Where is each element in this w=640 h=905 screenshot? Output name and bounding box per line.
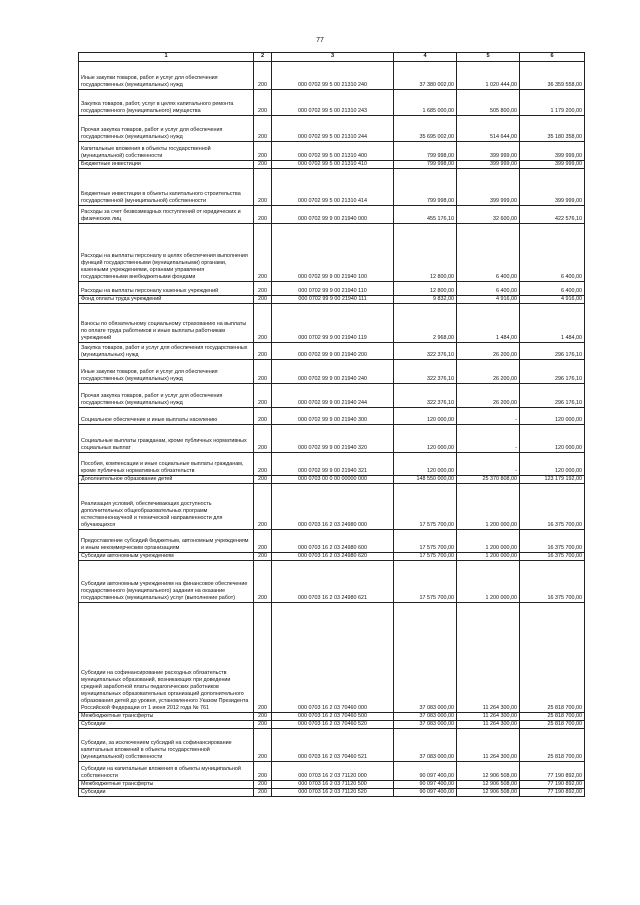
cell-c2: 200 <box>254 762 272 781</box>
cell-v6: 25 818 700,00 <box>520 713 585 721</box>
table-row <box>79 408 585 425</box>
cell-c2: 200 <box>254 296 272 304</box>
cell-code: 000 0702 99 9 00 21940 321 <box>272 453 394 476</box>
cell-name: Субсидии на софинансирование расходных обязательств муниципальных образований, возникающих при доведении средней заработной платы педагогических работников муниципальных образовательных организаций дополнительного образования детей до уровня, установленного Указом Президента Российской Федерации от 1 июня 2012 года № 761 <box>79 603 254 713</box>
cell-v6: 120 000,00 <box>520 453 585 476</box>
cell-name: Капитальные вложения в объекты государственной (муниципальной) собственности <box>79 142 254 161</box>
table-row <box>79 116 585 142</box>
table-row <box>79 553 585 561</box>
cell-v4: 799 998,00 <box>394 161 457 169</box>
cell-name: Закупка товаров, работ и услуг для обеспечения государственных (муниципальных) нужд <box>79 343 254 360</box>
cell-c2: 200 <box>254 161 272 169</box>
cell-v6: 120 000,00 <box>520 425 585 453</box>
cell-code: 000 0702 99 9 00 21940 111 <box>272 296 394 304</box>
cell-code: 000 0703 16 2 03 70460 000 <box>272 603 394 713</box>
table-row <box>79 476 585 484</box>
cell-v6: 77 190 892,00 <box>520 762 585 781</box>
cell-name: Предоставление субсидий бюджетным, автономным учреждениям и иным некоммерческим организациям <box>79 530 254 553</box>
cell-name: Бюджетные инвестиции <box>79 161 254 169</box>
cell-name: Субсидии <box>79 721 254 729</box>
cell-v5: 4 916,00 <box>457 296 520 304</box>
cell-c2: 200 <box>254 304 272 343</box>
cell-v5: 26 200,00 <box>457 360 520 384</box>
cell-v6: 77 190 892,00 <box>520 789 585 797</box>
cell-code: 000 0702 99 9 00 21940 244 <box>272 384 394 408</box>
table-row <box>79 781 585 789</box>
cell-code: 000 0703 16 2 03 24980 620 <box>272 553 394 561</box>
table-row <box>79 762 585 781</box>
cell-code: 000 0702 99 9 00 21940 110 <box>272 282 394 296</box>
cell-c2: 200 <box>254 561 272 603</box>
cell-v4: 17 575 700,00 <box>394 553 457 561</box>
cell-code: 000 0703 16 2 03 71120 000 <box>272 762 394 781</box>
cell-c2: 200 <box>254 553 272 561</box>
cell-v4: 17 575 700,00 <box>394 530 457 553</box>
cell-name: Фонд оплаты труда учреждений <box>79 296 254 304</box>
cell-c2: 200 <box>254 425 272 453</box>
table-row <box>79 603 585 713</box>
cell-name: Субсидии <box>79 789 254 797</box>
table-row <box>79 530 585 553</box>
cell-c2: 200 <box>254 224 272 282</box>
cell-v6: 399 999,00 <box>520 142 585 161</box>
cell-v6: 36 359 558,00 <box>520 62 585 90</box>
cell-v5: 399 999,00 <box>457 169 520 206</box>
cell-c2: 200 <box>254 789 272 797</box>
cell-v4: 322 376,10 <box>394 343 457 360</box>
cell-v4: 148 550 000,00 <box>394 476 457 484</box>
cell-v5: 514 644,00 <box>457 116 520 142</box>
cell-v4: 9 832,00 <box>394 296 457 304</box>
cell-v4: 17 575 700,00 <box>394 561 457 603</box>
table-row <box>79 296 585 304</box>
cell-v6: 35 180 358,00 <box>520 116 585 142</box>
cell-v6: 4 916,00 <box>520 296 585 304</box>
table-row <box>79 169 585 206</box>
budget-table <box>78 52 585 797</box>
cell-v5: 1 020 444,00 <box>457 62 520 90</box>
table-row <box>79 721 585 729</box>
cell-code: 000 0702 99 9 00 21940 320 <box>272 425 394 453</box>
cell-v6: 16 375 700,00 <box>520 530 585 553</box>
cell-v4: 12 800,00 <box>394 282 457 296</box>
cell-c2: 200 <box>254 713 272 721</box>
table-row <box>79 789 585 797</box>
cell-c2: 200 <box>254 729 272 762</box>
cell-v4: 120 000,00 <box>394 425 457 453</box>
cell-v5: 1 200 000,00 <box>457 484 520 530</box>
cell-name: Закупка товаров, работ, услуг в целях капитального ремонта государственного (муниципального) имущества <box>79 90 254 116</box>
cell-code: 000 0702 99 9 00 21940 200 <box>272 343 394 360</box>
cell-code: 000 0702 99 5 00 21310 240 <box>272 62 394 90</box>
table-row <box>79 282 585 296</box>
table-row <box>79 360 585 384</box>
cell-v6: 120 000,00 <box>520 408 585 425</box>
table-row <box>79 206 585 224</box>
table-row <box>79 304 585 343</box>
cell-c2: 200 <box>254 408 272 425</box>
cell-name: Дополнительное образование детей <box>79 476 254 484</box>
cell-name: Субсидии автономным учреждениям <box>79 553 254 561</box>
cell-name: Субсидии автономным учреждениям на финансовое обеспечение государственного (муниципального) задания на оказание государственных (муниципальных) услуг (выполнение работ) <box>79 561 254 603</box>
cell-v6: 77 190 892,00 <box>520 781 585 789</box>
cell-v4: 17 575 700,00 <box>394 484 457 530</box>
cell-code: 000 0703 16 2 03 70460 521 <box>272 729 394 762</box>
page-number: 77 <box>316 37 324 44</box>
cell-name: Реализация условий, обеспечивающих доступность дополнительных общеобразовательных программ естественнонаучной и технической направленности для обучающихся <box>79 484 254 530</box>
cell-code: 000 0702 99 5 00 21310 414 <box>272 169 394 206</box>
cell-v4: 37 083 000,00 <box>394 713 457 721</box>
cell-v5: - <box>457 453 520 476</box>
cell-name: Субсидии на капитальные вложения в объекты муниципальной собственности <box>79 762 254 781</box>
cell-v6: 16 375 700,00 <box>520 561 585 603</box>
cell-c2: 200 <box>254 142 272 161</box>
cell-name: Социальные выплаты гражданам, кроме публичных нормативных социальных выплат <box>79 425 254 453</box>
cell-code: 000 0703 16 2 03 24980 621 <box>272 561 394 603</box>
cell-v4: 35 695 002,00 <box>394 116 457 142</box>
cell-v4: 37 380 002,00 <box>394 62 457 90</box>
cell-v6: 296 176,10 <box>520 360 585 384</box>
cell-c2: 200 <box>254 484 272 530</box>
cell-v4: 455 176,10 <box>394 206 457 224</box>
cell-v4: 37 083 000,00 <box>394 729 457 762</box>
cell-v5: 1 200 000,00 <box>457 553 520 561</box>
cell-v5: - <box>457 425 520 453</box>
cell-code: 000 0702 99 5 00 21310 244 <box>272 116 394 142</box>
cell-v6: 25 818 700,00 <box>520 603 585 713</box>
cell-v6: 1 484,00 <box>520 304 585 343</box>
cell-code: 000 0703 16 2 03 70460 520 <box>272 721 394 729</box>
cell-name: Субсидии, за исключением субсидий на софинансирование капитальных вложений в объекты государственной (муниципальной) собственности <box>79 729 254 762</box>
cell-code: 000 0702 99 9 00 21940 300 <box>272 408 394 425</box>
cell-v6: 25 818 700,00 <box>520 721 585 729</box>
cell-c2: 200 <box>254 603 272 713</box>
cell-c2: 200 <box>254 206 272 224</box>
table-body <box>79 62 585 797</box>
cell-v6: 6 400,00 <box>520 282 585 296</box>
header-row <box>79 53 585 62</box>
cell-v6: 123 179 192,00 <box>520 476 585 484</box>
table-row <box>79 224 585 282</box>
cell-v6: 1 179 200,00 <box>520 90 585 116</box>
cell-v5: 6 400,00 <box>457 224 520 282</box>
cell-c2: 200 <box>254 169 272 206</box>
cell-code: 000 0703 00 0 00 00000 000 <box>272 476 394 484</box>
cell-v4: 2 968,00 <box>394 304 457 343</box>
cell-v6: 16 375 700,00 <box>520 484 585 530</box>
cell-name: Расходы за счет безвозмездных поступлений от юридических и физических лиц <box>79 206 254 224</box>
cell-v5: 11 264 300,00 <box>457 729 520 762</box>
cell-code: 000 0702 99 9 00 21940 100 <box>272 224 394 282</box>
cell-code: 000 0702 99 5 00 21310 410 <box>272 161 394 169</box>
cell-c2: 200 <box>254 343 272 360</box>
cell-v5: 399 999,00 <box>457 161 520 169</box>
cell-name: Иные закупки товаров, работ и услуг для обеспечения государственных (муниципальных) нужд <box>79 360 254 384</box>
cell-c2: 200 <box>254 90 272 116</box>
cell-c2: 200 <box>254 530 272 553</box>
cell-code: 000 0703 16 2 03 70460 500 <box>272 713 394 721</box>
table-row <box>79 343 585 360</box>
table-row <box>79 561 585 603</box>
column-header: 4 <box>394 53 457 62</box>
cell-v5: 505 800,00 <box>457 90 520 116</box>
column-header: 5 <box>457 53 520 62</box>
cell-v5: 32 600,00 <box>457 206 520 224</box>
cell-v4: 120 000,00 <box>394 453 457 476</box>
cell-code: 000 0702 99 9 00 21940 000 <box>272 206 394 224</box>
cell-v5: 11 264 300,00 <box>457 721 520 729</box>
cell-name: Расходы на выплаты персоналу казенных учреждений <box>79 282 254 296</box>
cell-code: 000 0702 99 5 00 21310 400 <box>272 142 394 161</box>
cell-v5: - <box>457 408 520 425</box>
cell-name: Социальное обеспечение и иные выплаты населению <box>79 408 254 425</box>
cell-name: Взносы по обязательному социальному страхованию на выплаты по оплате труда работников и иные выплаты работникам учреждений <box>79 304 254 343</box>
cell-v5: 1 484,00 <box>457 304 520 343</box>
table-row <box>79 425 585 453</box>
cell-v5: 12 906 508,00 <box>457 762 520 781</box>
cell-name: Расходы на выплаты персоналу в целях обеспечения выполнения функций государственными (муниципальными) органами, казенными учреждениями, органами управления государственными внебюджетными фондами <box>79 224 254 282</box>
cell-v6: 399 999,00 <box>520 169 585 206</box>
cell-code: 000 0702 99 9 00 21940 119 <box>272 304 394 343</box>
cell-v4: 799 998,00 <box>394 169 457 206</box>
table-row <box>79 384 585 408</box>
cell-v4: 322 376,10 <box>394 384 457 408</box>
cell-c2: 200 <box>254 62 272 90</box>
cell-v5: 26 200,00 <box>457 343 520 360</box>
cell-code: 000 0702 99 5 00 21310 243 <box>272 90 394 116</box>
cell-name: Пособия, компенсации и иные социальные выплаты гражданам, кроме публичных нормативных обязательств <box>79 453 254 476</box>
cell-c2: 200 <box>254 721 272 729</box>
cell-v6: 296 176,10 <box>520 384 585 408</box>
cell-v4: 322 376,10 <box>394 360 457 384</box>
cell-name: Межбюджетные трансферты <box>79 713 254 721</box>
cell-v5: 11 264 300,00 <box>457 713 520 721</box>
cell-v5: 399 999,00 <box>457 142 520 161</box>
cell-v4: 37 083 000,00 <box>394 603 457 713</box>
cell-v6: 399 999,00 <box>520 161 585 169</box>
cell-v6: 25 818 700,00 <box>520 729 585 762</box>
cell-v5: 12 906 508,00 <box>457 789 520 797</box>
cell-v5: 1 200 000,00 <box>457 530 520 553</box>
cell-v4: 799 998,00 <box>394 142 457 161</box>
cell-v6: 6 400,00 <box>520 224 585 282</box>
table-row <box>79 729 585 762</box>
cell-code: 000 0703 16 2 03 71120 520 <box>272 789 394 797</box>
table-row <box>79 484 585 530</box>
cell-v5: 11 264 300,00 <box>457 603 520 713</box>
cell-v4: 90 097 400,00 <box>394 762 457 781</box>
cell-c2: 200 <box>254 476 272 484</box>
cell-c2: 200 <box>254 282 272 296</box>
cell-v5: 25 370 808,00 <box>457 476 520 484</box>
cell-v4: 37 083 000,00 <box>394 721 457 729</box>
column-header: 2 <box>254 53 272 62</box>
cell-name: Межбюджетные трансферты <box>79 781 254 789</box>
column-header: 1 <box>79 53 254 62</box>
cell-v5: 12 906 508,00 <box>457 781 520 789</box>
cell-v4: 120 000,00 <box>394 408 457 425</box>
cell-v6: 422 576,10 <box>520 206 585 224</box>
cell-v5: 26 200,00 <box>457 384 520 408</box>
cell-code: 000 0703 16 2 03 24980 600 <box>272 530 394 553</box>
table-row <box>79 713 585 721</box>
cell-v6: 296 176,10 <box>520 343 585 360</box>
cell-name: Прочая закупка товаров, работ и услуг для обеспечения государственных (муниципальных) нужд <box>79 116 254 142</box>
cell-v4: 12 800,00 <box>394 224 457 282</box>
cell-c2: 200 <box>254 453 272 476</box>
cell-code: 000 0703 16 2 03 71120 500 <box>272 781 394 789</box>
cell-c2: 200 <box>254 384 272 408</box>
cell-v5: 1 200 000,00 <box>457 561 520 603</box>
cell-v6: 16 375 700,00 <box>520 553 585 561</box>
cell-name: Бюджетные инвестиции в объекты капитального строительства государственной (муниципальной) собственности <box>79 169 254 206</box>
cell-code: 000 0702 99 9 00 21940 240 <box>272 360 394 384</box>
cell-c2: 200 <box>254 116 272 142</box>
cell-code: 000 0703 16 2 03 24980 000 <box>272 484 394 530</box>
cell-v4: 1 685 000,00 <box>394 90 457 116</box>
cell-name: Прочая закупка товаров, работ и услуг для обеспечения государственных (муниципальных) нужд <box>79 384 254 408</box>
cell-name: Иные закупки товаров, работ и услуг для обеспечения государственных (муниципальных) нужд <box>79 62 254 90</box>
column-header: 6 <box>520 53 585 62</box>
cell-c2: 200 <box>254 360 272 384</box>
column-header: 3 <box>272 53 394 62</box>
table-row <box>79 90 585 116</box>
cell-v4: 90 097 400,00 <box>394 781 457 789</box>
table-row <box>79 142 585 161</box>
table-row <box>79 62 585 90</box>
cell-v4: 90 097 400,00 <box>394 789 457 797</box>
table-row <box>79 161 585 169</box>
cell-v5: 6 400,00 <box>457 282 520 296</box>
cell-c2: 200 <box>254 781 272 789</box>
table-row <box>79 453 585 476</box>
